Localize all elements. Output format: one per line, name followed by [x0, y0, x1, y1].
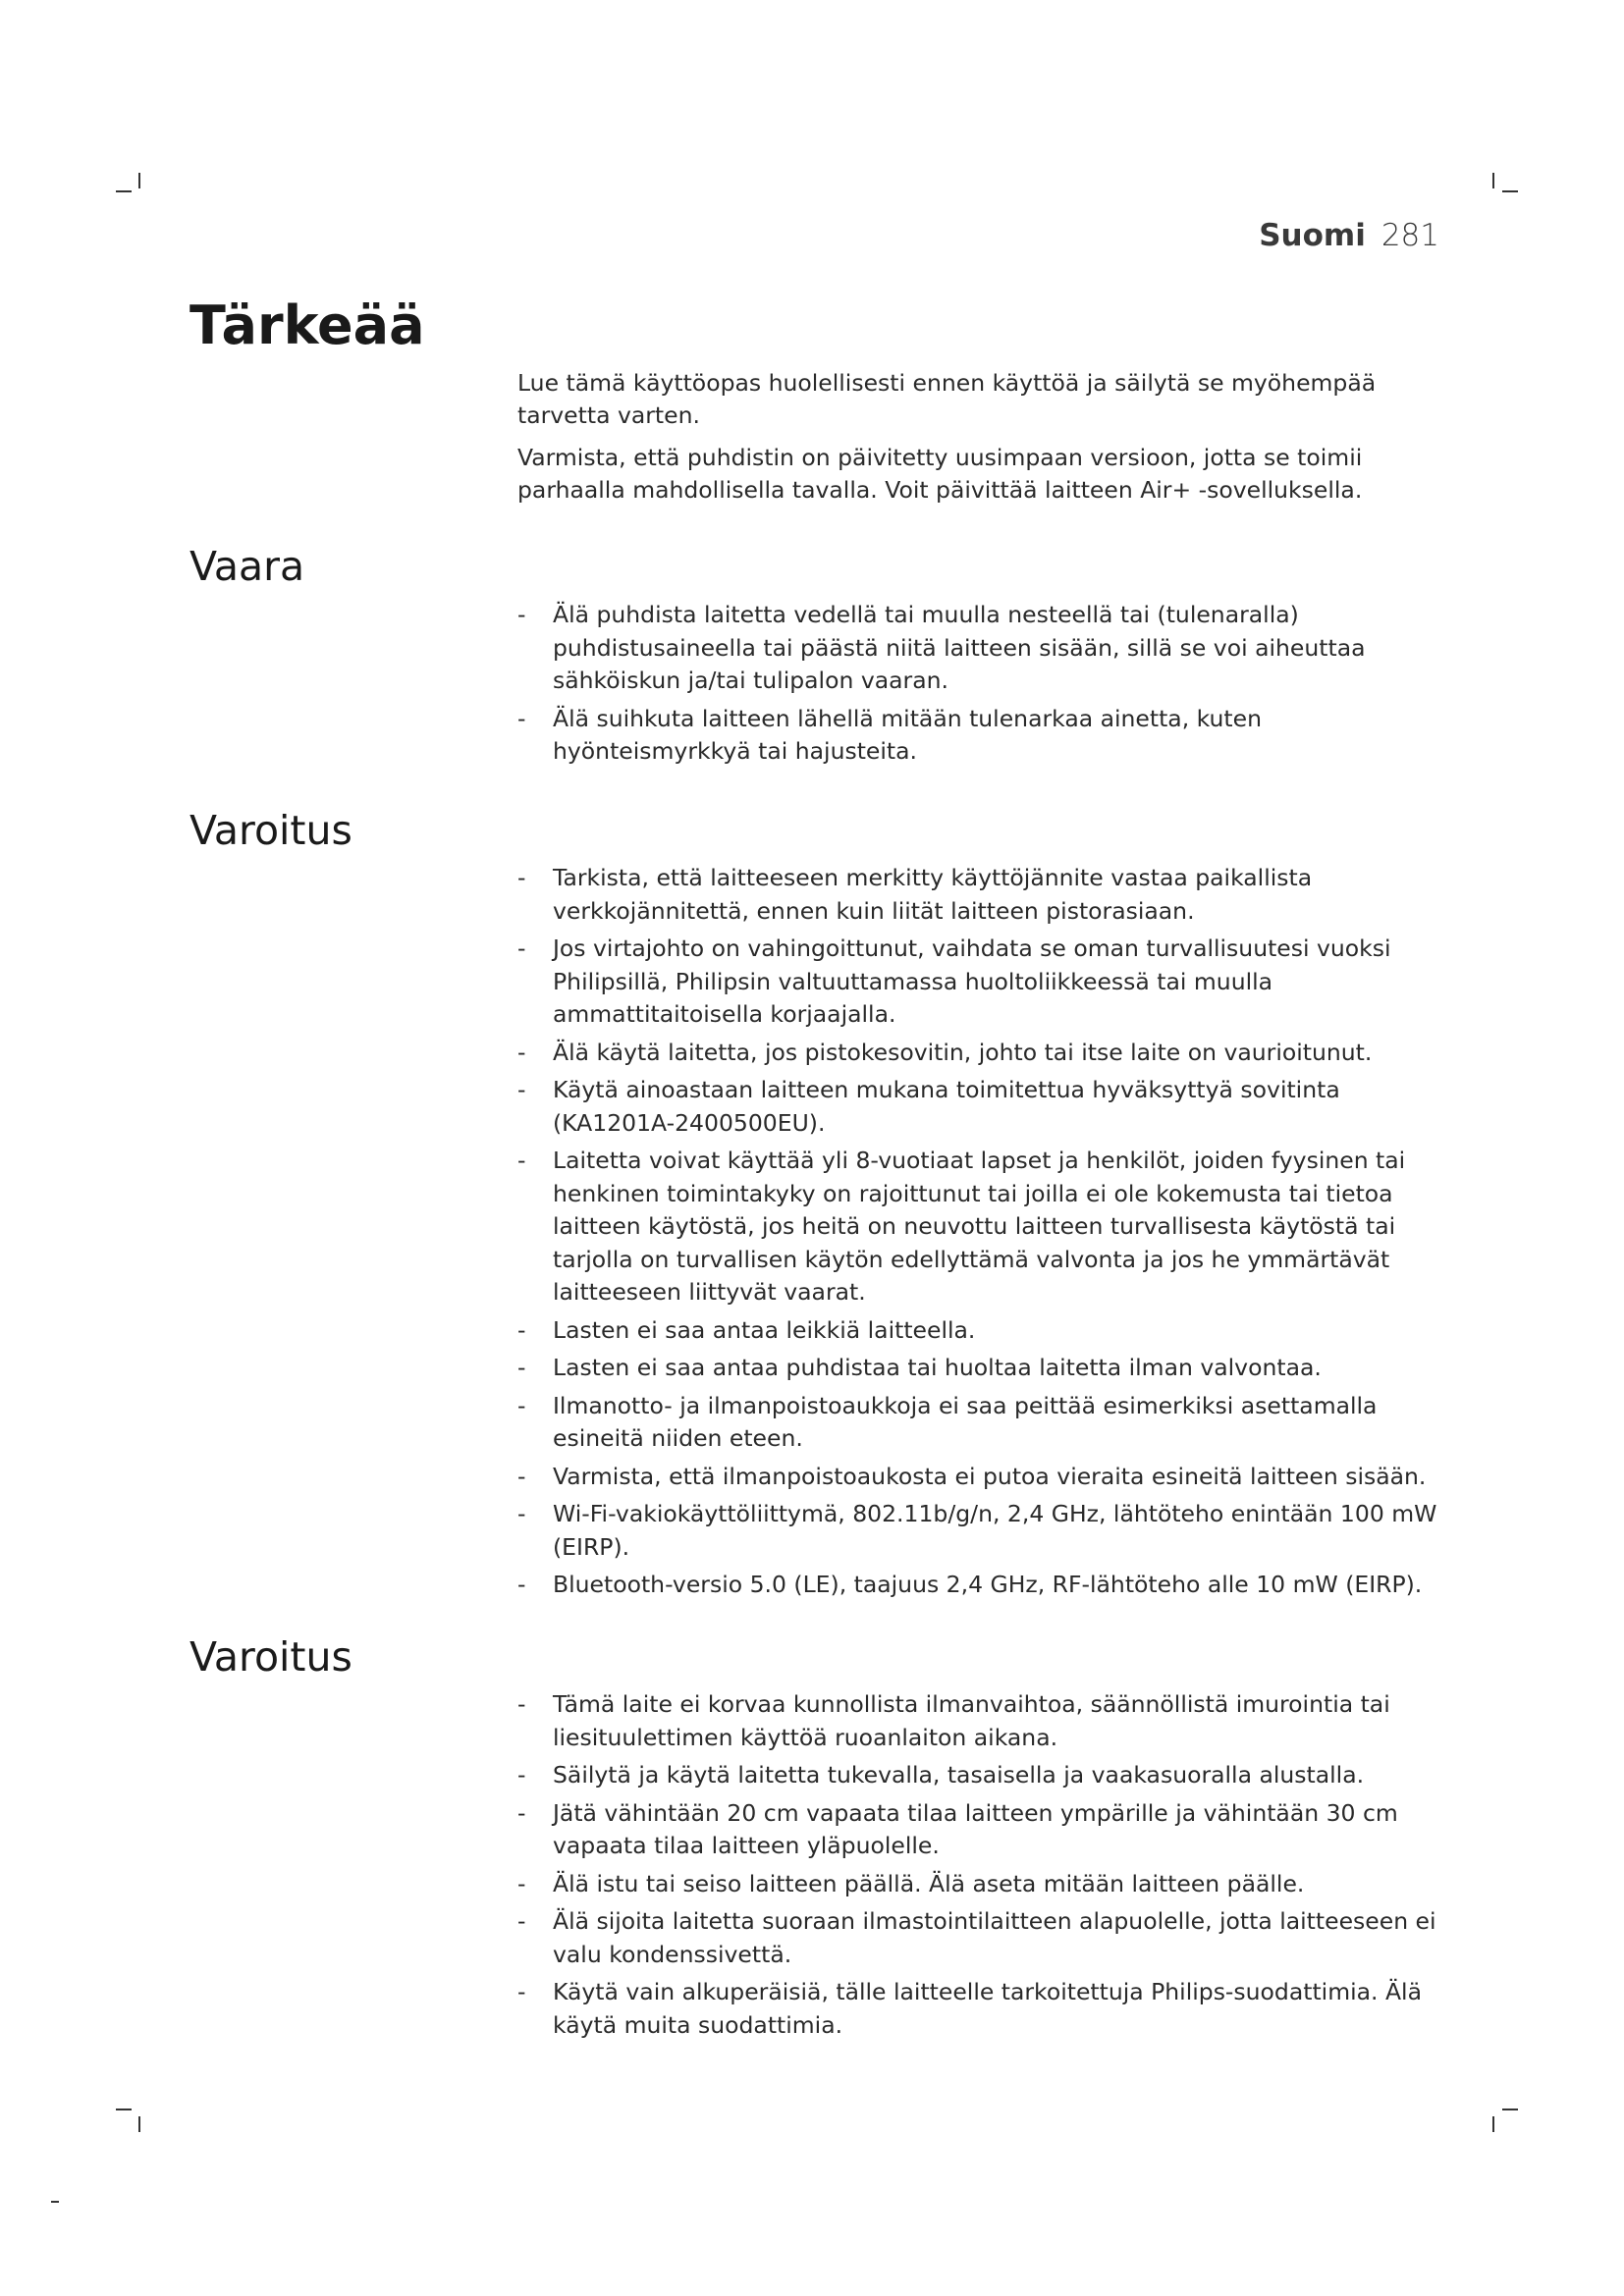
crop-mark-top-left: [116, 190, 132, 192]
list-item: [517, 1688, 1455, 1754]
list-item-text: Tämä laite ei korvaa kunnollista ilmanvaihtoa, säännöllistä imurointia tai liesituulettimen käyttöä ruoanlaiton aikana.: [553, 1690, 1390, 1751]
dash-bullet: -: [517, 704, 526, 732]
list-item: [517, 1498, 1455, 1564]
list-item: [517, 703, 1455, 769]
section-heading-warning: Varoitus: [189, 807, 352, 854]
crop-mark-top-right: [1502, 190, 1518, 192]
list-item: [517, 599, 1455, 698]
section-heading-caution: Varoitus: [189, 1633, 352, 1681]
dash-bullet: -: [517, 1761, 526, 1789]
list-item-text: Laitetta voivat käyttää yli 8-vuotiaat lapset ja henkilöt, joiden fyysinen tai henkinen toimintakyky on rajoittunut tai joilla ei ole kokemusta tai tietoa laitteen käytöstä, jos heitä on neuvottu laitteen turvallisesta käytöstä tai tarjolla on turvallisen käytön edellyttämä valvonta ja jos he ymmärtävät laitteeseen liittyvät vaarat.: [553, 1147, 1406, 1306]
list-item-text: Jätä vähintään 20 cm vapaata tilaa laitteen ympärille ja vähintään 30 cm vapaata tilaa laitteen yläpuolelle.: [553, 1798, 1398, 1859]
list-item-text: Lasten ei saa antaa leikkiä laitteella.: [553, 1315, 976, 1344]
list-item: [517, 862, 1455, 928]
crop-mark-bottom-left: [116, 2109, 132, 2110]
crop-mark-bottom-right: [1502, 2109, 1518, 2110]
warning-list: [517, 862, 1455, 1607]
list-item: [517, 1461, 1455, 1494]
list-item: [517, 1145, 1455, 1309]
crop-mark-bottom-right: [1492, 2116, 1494, 2132]
dash-bullet: -: [517, 1571, 526, 1598]
dash-bullet: -: [517, 864, 526, 891]
list-item-text: Älä istu tai seiso laitteen päällä. Älä aseta mitään laitteen päälle.: [553, 1869, 1305, 1897]
list-item: [517, 1074, 1455, 1140]
dash-bullet: -: [517, 1462, 526, 1490]
dash-bullet: -: [517, 1147, 526, 1174]
language-label: Suomi: [1259, 218, 1366, 253]
list-item: [517, 1314, 1455, 1348]
list-item-text: Lasten ei saa antaa puhdistaa tai huoltaa laitetta ilman valvontaa.: [553, 1354, 1322, 1381]
list-item: [517, 933, 1455, 1032]
list-item-text: Käytä vain alkuperäisiä, tälle laitteelle tarkoitettuja Philips-suodattimia. Älä käytä muita suodattimia.: [553, 1978, 1422, 2039]
list-item: [517, 1759, 1455, 1792]
dash-bullet: -: [517, 1038, 526, 1066]
crop-mark-top-left: [138, 173, 140, 188]
dash-bullet: -: [517, 1978, 526, 2005]
list-item: [517, 1352, 1455, 1385]
list-item: [517, 1868, 1455, 1901]
caution-list: [517, 1688, 1455, 2047]
intro-paragraph: Varmista, että puhdistin on päivitetty uusimpaan versioon, jotta se toimii parhaalla mahdollisella tavalla. Voit päivittää laitteen Air+ -sovelluksella.: [517, 444, 1363, 504]
list-item-text: Bluetooth-versio 5.0 (LE), taajuus 2,4 GHz, RF-lähtöteho alle 10 mW (EIRP).: [553, 1571, 1423, 1598]
list-item-text: Älä puhdista laitetta vedellä tai muulla nesteellä tai (tulenaralla) puhdistusaineella tai päästä niitä laitteen sisään, sillä se voi aiheuttaa sähköiskun ja/tai tulipalon vaaran.: [553, 601, 1366, 694]
dash-bullet: -: [517, 1076, 526, 1103]
list-item-text: Älä suihkuta laitteen lähellä mitään tulenarkaa ainetta, kuten hyönteismyrkkyä tai hajusteita.: [553, 704, 1262, 765]
danger-list: [517, 599, 1455, 774]
list-item: [517, 1797, 1455, 1863]
dash-bullet: -: [517, 1500, 526, 1527]
dash-bullet: -: [517, 1869, 526, 1897]
list-item: [517, 1905, 1455, 1971]
page-number: 281: [1380, 218, 1439, 253]
section-heading-important: Tärkeää: [189, 294, 425, 356]
dash-bullet: -: [517, 601, 526, 628]
list-item-text: Säilytä ja käytä laitetta tukevalla, tasaisella ja vaakasuoralla alustalla.: [553, 1761, 1365, 1789]
crop-mark-bottom-left: [138, 2116, 140, 2132]
page-header: [1259, 218, 1439, 253]
section-heading-danger: Vaara: [189, 543, 305, 590]
dash-bullet: -: [517, 1907, 526, 1935]
list-item: [517, 1390, 1455, 1456]
list-item-text: Tarkista, että laitteeseen merkitty käyttöjännite vastaa paikallista verkkojännitettä, ennen kuin liität laitteen pistorasiaan.: [553, 864, 1313, 925]
list-item-text: Varmista, että ilmanpoistoaukosta ei putoa vieraita esineitä laitteen sisään.: [553, 1462, 1427, 1490]
dash-bullet: -: [517, 1354, 526, 1381]
crop-mark-bottom-left-outer: [51, 2201, 59, 2203]
dash-bullet: -: [517, 1315, 526, 1344]
list-item-text: Käytä ainoastaan laitteen mukana toimitettua hyväksyttyä sovitinta (KA1201A-2400500EU).: [553, 1076, 1340, 1137]
list-item: [517, 1569, 1455, 1602]
dash-bullet: -: [517, 1798, 526, 1827]
list-item-text: Älä sijoita laitetta suoraan ilmastointilaitteen alapuolelle, jotta laitteeseen ei valu kondenssivettä.: [553, 1907, 1436, 1968]
dash-bullet: -: [517, 934, 526, 962]
list-item-text: Wi-Fi-vakiokäyttöliittymä, 802.11b/g/n, 2,4 GHz, lähtöteho enintään 100 mW (EIRP).: [553, 1500, 1437, 1561]
list-item: [517, 1976, 1455, 2042]
list-item-text: Jos virtajohto on vahingoittunut, vaihdata se oman turvallisuutesi vuoksi Philipsillä, Philipsin valtuuttamassa huoltoliikkeessä tai muulla ammattitaitoisella korjaajalla.: [553, 934, 1391, 1028]
list-item: [517, 1037, 1455, 1070]
list-item-text: Ilmanotto- ja ilmanpoistoaukkoja ei saa peittää esimerkiksi asettamalla esineitä niiden eteen.: [553, 1391, 1378, 1452]
crop-mark-top-right: [1492, 173, 1494, 188]
dash-bullet: -: [517, 1690, 526, 1718]
list-item-text: Älä käytä laitetta, jos pistokesovitin, johto tai itse laite on vaurioitunut.: [553, 1038, 1373, 1066]
dash-bullet: -: [517, 1391, 526, 1419]
intro-paragraph: Lue tämä käyttöopas huolellisesti ennen käyttöä ja säilytä se myöhempää tarvetta varten.: [517, 369, 1377, 429]
